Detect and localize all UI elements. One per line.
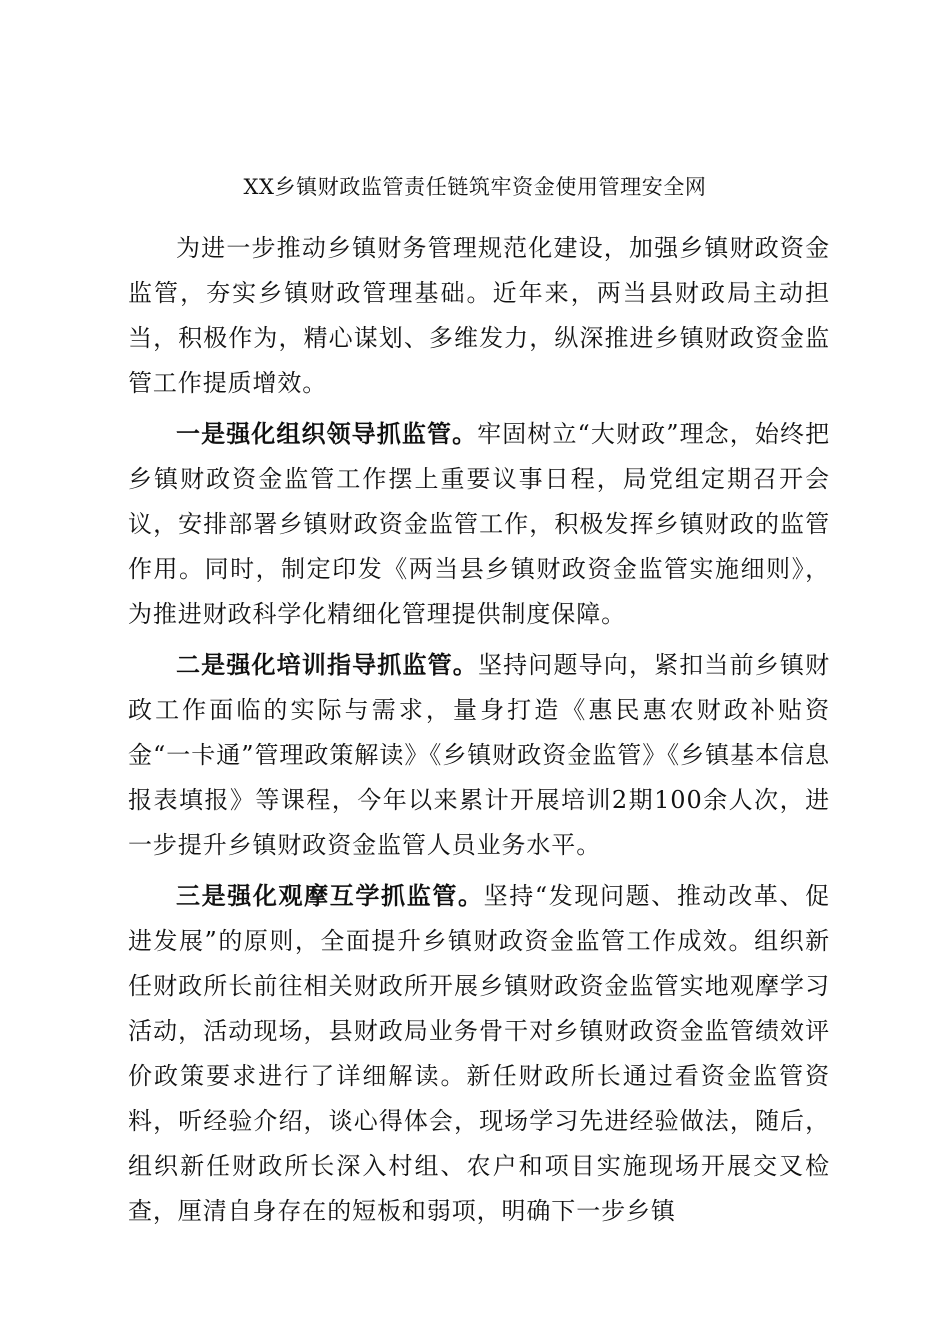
paragraph-text: 坚持问题导向，紧扣当前乡镇财政工作面临的实际与需求，量身打造《惠民惠农财政补贴资金“一卡通”管理政策解读》《乡镇财政资金监管》《乡镇基本信息报表填报》等课程，今年以来累计开展培训2期100余人次，进一步提升乡镇财政资金监管人员业务水平。 xyxy=(128,651,830,859)
paragraph-text: 坚持“发现问题、推动改革、促进发展”的原则，全面提升乡镇财政资金监管工作成效。组织新任财政所长前往相关财政所开展乡镇财政资金监管实地观摩学习活动，活动现场，县财政局业务骨干对乡镇财政资金监管绩效评价政策要求进行了详细解读。新任财政所长通过看资金监管资料，听经验介绍，谈心得体会，现场学习先进经验做法，随后，组织新任财政所长深入村组、农户和项目实施现场开展交叉检查，厘清自身存在的短板和弱项，明确下一步乡镇 xyxy=(128,882,830,1225)
paragraph-intro xyxy=(128,226,830,406)
paragraph-text: 为进一步推动乡镇财务管理规范化建设，加强乡镇财政资金监管，夯实乡镇财政管理基础。近年来，两当县财政局主动担当，积极作为，精心谋划、多维发力，纵深推进乡镇财政资金监管工作提质增效。 xyxy=(128,234,830,397)
paragraph-training xyxy=(128,642,830,868)
paragraph-organization xyxy=(128,411,830,637)
paragraph-lead: 一是强化组织领导抓监管。 xyxy=(176,419,478,448)
paragraph-lead: 二是强化培训指导抓监管。 xyxy=(176,650,478,679)
document-body xyxy=(128,226,830,1239)
paragraph-text: 牢固树立“大财政”理念，始终把乡镇财政资金监管工作摆上重要议事日程，局党组定期召开会议，安排部署乡镇财政资金监管工作，积极发挥乡镇财政的监管作用。同时，制定印发《两当县乡镇财政资金监管实施细则》，为推进财政科学化精细化管理提供制度保障。 xyxy=(128,420,830,628)
paragraph-lead: 三是强化观摩互学抓监管。 xyxy=(176,881,484,910)
paragraph-observation xyxy=(128,873,830,1234)
document-title: XX乡镇财政监管责任链筑牢资金使用管理安全网 xyxy=(243,175,707,199)
